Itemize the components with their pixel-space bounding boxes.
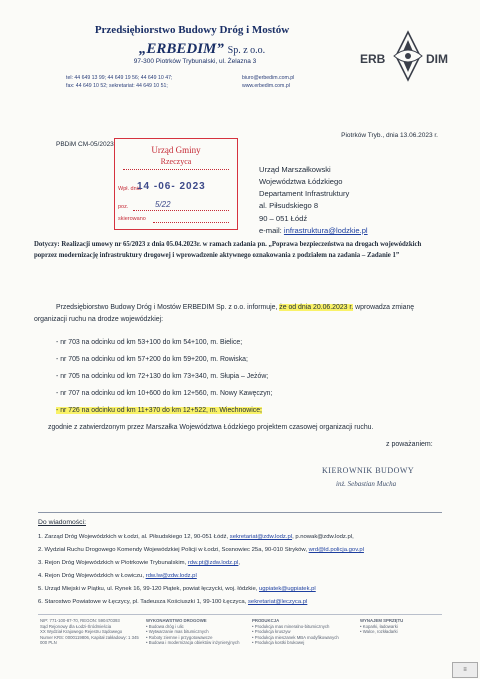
footer-col1-line4: Numer KRS: 0000119806, Kapitał zakładowy: 1 345 000 PLN	[40, 634, 139, 646]
footer-company-info	[40, 618, 140, 646]
footer-col3-line3: • Produkcja mieszanek MBA modyfikowanych	[252, 634, 339, 640]
footer-separator	[38, 614, 442, 615]
distribution-title: Do wiadomości:	[38, 519, 86, 526]
brand-suffix: Sp. z o.o.	[227, 45, 266, 56]
document-date: Piotrków Tryb., dnia 13.06.2023 r.	[341, 132, 438, 139]
footer-col4-line1: • Koparki, ładowarki	[360, 623, 398, 629]
recipient-line5: 90 – 051 Łódź	[259, 213, 308, 223]
distribution-item-2-link[interactable]: wrd@ld.policja.gov.pl	[308, 547, 364, 553]
footer-col2-line3: • Roboty ziemne i przygotowawcze	[146, 634, 213, 640]
distribution-item-2-text: 2. Wydział Ruchu Drogowego Komendy Wojewódzkiej Policji w Łodzi, Sosnowiec 25a, 90-010 Stryków,	[38, 547, 309, 553]
company-email: biuro@erbedim.com.pl	[242, 75, 295, 81]
footer-col2-line1: • Budowa dróg i ulic	[146, 623, 184, 629]
subject-block	[34, 240, 444, 261]
stamp-office: Urząd Gminy	[151, 145, 201, 155]
footer-col4-line2: • Walce, rozkładarki	[360, 629, 398, 635]
footer-col3-line2: • Produkcja kruszyw	[252, 629, 291, 635]
road-item-5-text: - nr 726 na odcinku od km 11+370 do km 12+522, m. Wiechnowice;	[56, 407, 262, 414]
distribution-separator	[38, 512, 442, 513]
footer-col4-title: WYNAJEM SPRZĘTU	[360, 618, 404, 623]
distribution-item-3-text: 3. Rejon Dróg Wojewódzkich w Piotrkowie Trybunalskim,	[38, 560, 188, 566]
company-fax: fax: 44 649 10 52; sekretariat: 44 649 10 51;	[66, 83, 168, 89]
footer-col3-line4: • Produkcja kostki brukowej	[252, 640, 305, 646]
distribution-item-3-tail: ,	[238, 560, 240, 566]
road-item-5	[56, 407, 262, 416]
footer-rental	[360, 618, 442, 635]
stamp-town: Rzeczyca	[160, 157, 192, 166]
incoming-stamp	[114, 138, 238, 230]
distribution-item-4	[38, 573, 448, 580]
road-item-4: - nr 707 na odcinku od km 10+600 do km 12+560, m. Nowy Kawęczyn;	[56, 390, 273, 397]
footer-col3-title: PRODUKCJA	[252, 618, 280, 623]
recipient-email-label: e-mail:	[259, 225, 282, 235]
brand-name: „ERBEDIM”	[138, 41, 224, 57]
distribution-item-5-link[interactable]: ugpiatek@ugpiatek.pl	[259, 586, 316, 592]
distribution-item-4-text: 4. Rejon Dróg Wojewódzkich w Łowiczu,	[38, 573, 146, 579]
stamp-poz-line	[133, 210, 229, 211]
distribution-item-3	[38, 560, 448, 567]
distribution-item-4-link[interactable]: rdw.lw@zdw.lodz.pl	[145, 573, 197, 579]
recipient-line4: al. Piłsudskiego 8	[259, 201, 319, 211]
recipient-email-row	[259, 225, 459, 237]
footer-services	[146, 618, 246, 646]
distribution-item-6	[38, 599, 448, 606]
road-item-1: - nr 703 na odcinku od km 53+100 do km 54+100, m. Bielice;	[56, 339, 243, 346]
subject-label: Dotyczy:	[34, 241, 60, 248]
distribution-item-5	[38, 586, 448, 593]
company-address: 97-300 Piotrków Trybunalski, ul. Żelazna 3	[133, 58, 257, 65]
recipient-address	[259, 164, 459, 237]
body-intro-b: wprowadza zmianę organizacji ruchu na drodze wojewódzkiej:	[34, 304, 415, 324]
distribution-item-2	[38, 547, 448, 554]
distribution-item-3-link[interactable]: rdw.pt@zdw.lodz.pl	[187, 560, 239, 566]
subject-text: Realizacji umowy nr 65/2023 z dnia 05.04.2023r. w ramach zadania pn. „Poprawa bezpieczeństwa na drogach wojewódzkich poprzez modernizację infrastruktury drogowej i wprowadzenie aktywnego oznakowania z podziałem na zadania – Zadanie 1”	[34, 241, 422, 259]
distribution-item-5-text: 5. Urząd Miejski w Piątku, ul. Rynek 16, 99-120 Piątek, powiat łęczycki, woj. łódzkie,	[38, 586, 259, 592]
road-item-3: - nr 705 na odcinku od km 72+130 do km 73+340, m. Słupia – Jeżów;	[56, 373, 269, 380]
recipient-line2: Województwa Łódzkiego	[259, 177, 343, 187]
stamp-skier-line	[153, 222, 229, 223]
distribution-item-1-link[interactable]: sekretariat@zdw.lodz.pl	[229, 534, 293, 540]
stamp-date-label: Wpł. dnia	[118, 186, 141, 192]
company-www: www.erbedim.com.pl	[242, 83, 290, 89]
footer-col1-line1: NIP: 771-100-87-70, REGON: 590470393	[40, 618, 120, 623]
footer-col2-line2: • Wytwarzanie mas bitumicznych	[146, 629, 209, 635]
footer-col2-title: WYKONAWSTWO DROGOWE	[146, 618, 207, 623]
reference-number: PBDiM CM-05/2023	[56, 141, 114, 148]
body-intro	[34, 302, 444, 326]
company-phones: tel: 44 649 13 99; 44 649 19 56; 44 649 10 47;	[66, 75, 173, 81]
recipient-line1: Urząd Marszałkowski	[259, 165, 331, 174]
distribution-item-1-text: 1. Zarząd Dróg Wojewódzkich w Łodzi, al. Piłsudskiego 12, 90-051 Łódź,	[38, 534, 230, 540]
recipient-line3: Departament Infrastruktury	[259, 189, 350, 199]
stamp-poz-label: poz.	[118, 204, 129, 210]
distribution-item-1	[38, 534, 448, 541]
company-brand	[112, 40, 292, 59]
stamp-date: 14 -06- 2023	[137, 181, 206, 192]
viewer-corner-button[interactable]: ≡	[452, 662, 478, 678]
footer-col2-line4: • Budowa i modernizacja obiektów inżynieryjnych	[146, 640, 240, 646]
distribution-item-1-tail: , p.nowak@zdw.lodz.pl,	[292, 534, 354, 540]
distribution-item-6-text: 6. Starostwo Powiatowe w Łęczycy, pl. Tadeusza Kościuszki 1, 99-100 Łęczyca,	[38, 599, 248, 605]
company-name: Przedsiębiorstwo Budowy Dróg i Mostów	[94, 24, 290, 36]
distribution-item-6-link[interactable]: sekretariat@leczyca.pl	[247, 599, 308, 605]
footer-col1-line3: XX Wydział Krajowego Rejestru Sądowego	[40, 629, 123, 635]
footer-production	[252, 618, 352, 646]
stamp-poz-value: 5/22	[155, 200, 171, 209]
body-regards: z poważaniem:	[386, 441, 433, 448]
company-logo	[358, 30, 458, 82]
stamp-skier-label: skierowano	[118, 216, 146, 222]
logo-text-left: ERB	[360, 52, 386, 66]
recipient-email-link[interactable]: infrastruktura@lodzkie.pl	[283, 225, 368, 235]
signature-title: KIEROWNIK BUDOWY	[322, 466, 415, 475]
body-intro-a: Przedsiębiorstwo Budowy Dróg i Mostów ERBEDIM Sp. z o.o. informuje,	[56, 304, 278, 311]
stamp-divider	[123, 169, 229, 170]
footer-col3-line1: • Produkcja mas mineralno-bitumicznych	[252, 623, 330, 629]
footer-col1-line2: Sąd Rejonowy dla Łodzi-Śródmieścia	[40, 623, 112, 629]
body-closing: zgodnie z zatwierdzonym przez Marszałka Województwa Łódzkiego projektem czasowej organizacji ruchu.	[48, 424, 374, 431]
road-item-2: - nr 705 na odcinku od km 57+200 do km 59+200, m. Rowiska;	[56, 356, 248, 363]
body-intro-date: że od dnia 20.06.2023 r.	[279, 304, 354, 311]
signature-name: inż. Sebastian Mucha	[336, 480, 397, 488]
logo-text-right: DIM	[426, 52, 448, 66]
